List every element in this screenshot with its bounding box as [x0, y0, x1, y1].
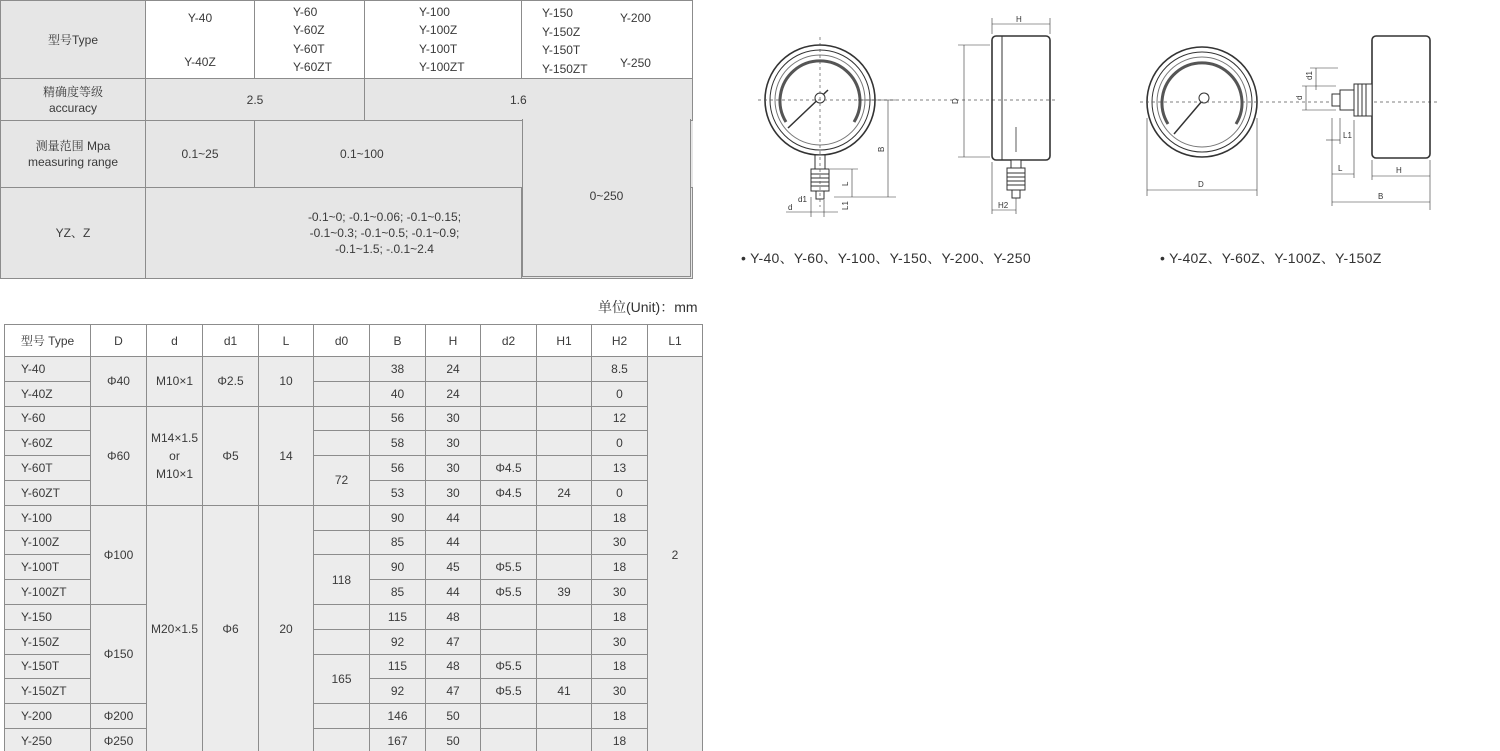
gauge-side-case: [992, 36, 1050, 160]
cell-d0-empty: [314, 629, 370, 654]
cell-D: Φ40: [91, 357, 147, 407]
cell-H: 44: [426, 580, 481, 605]
cell-H2: 18: [592, 704, 648, 729]
cell-H1: [537, 728, 592, 751]
spec-accuracy-label-en: accuracy: [48, 100, 98, 115]
spec-type-y40: Y-40: [187, 11, 213, 25]
table-row: [5, 604, 703, 629]
spec-range-label: [1, 121, 146, 188]
radial-gauge-drawing: [758, 12, 1070, 222]
label-L: L: [841, 181, 850, 186]
cell-B: 92: [370, 679, 426, 704]
cell-B: 92: [370, 629, 426, 654]
spec-type-col45: [522, 1, 693, 79]
cell-H2: 30: [592, 679, 648, 704]
cell-d2: [481, 406, 537, 431]
label-d1: d1: [798, 195, 807, 204]
cell-d: M10×1: [147, 357, 203, 407]
cell-d-line: M10×1: [155, 466, 194, 481]
cell-H: 44: [426, 505, 481, 530]
cell-d0-empty: [314, 604, 370, 629]
cell-H2: 18: [592, 728, 648, 751]
cell-d-line: M14×1.5: [150, 430, 199, 445]
axial-label-H: H: [1396, 166, 1402, 175]
spec-range-v3-merged: [522, 119, 691, 277]
spec-range-label-en: measuring range: [27, 155, 119, 169]
cell-B: 40: [370, 381, 426, 406]
header-H: H: [426, 325, 481, 357]
spec-type-item: Y-60ZT: [293, 60, 332, 74]
axial-label-d: d: [1295, 95, 1304, 100]
cell-d2: Φ5.5: [481, 580, 537, 605]
table-row: [5, 357, 703, 382]
cell-type: Y-60T: [5, 456, 91, 481]
header-d2: d2: [481, 325, 537, 357]
cell-d-line: or: [169, 448, 180, 463]
cell-d1: Φ5: [203, 406, 259, 505]
cell-type: Y-150Z: [5, 629, 91, 654]
radial-gauge-caption: • Y-40、Y-60、Y-100、Y-150、Y-200、Y-250: [741, 250, 1031, 266]
dimension-table: [4, 324, 703, 751]
cell-d1: Φ2.5: [203, 357, 259, 407]
cell-d2: [481, 530, 537, 555]
cell-d0: 118: [314, 555, 370, 605]
spec-accuracy-v1: 2.5: [146, 79, 365, 121]
cell-d2: Φ4.5: [481, 456, 537, 481]
cell-d2: [481, 704, 537, 729]
cell-H2: 18: [592, 555, 648, 580]
cell-d0-empty: [314, 381, 370, 406]
spec-yz-ranges: [146, 188, 522, 279]
cell-d2: [481, 728, 537, 751]
spec-type-col3: [365, 1, 522, 79]
cell-H1: 41: [537, 679, 592, 704]
cell-d2: [481, 629, 537, 654]
spec-yz-line: -0.1~1.5; -.0.1~2.4: [335, 242, 434, 256]
spec-type-item: Y-150ZT: [542, 61, 588, 76]
spec-type-item: Y-100T: [419, 41, 458, 56]
cell-H2: 18: [592, 654, 648, 679]
cell-H1: 39: [537, 580, 592, 605]
cell-H: 47: [426, 679, 481, 704]
cell-B: 53: [370, 480, 426, 505]
spec-type-label: 型号Type: [1, 1, 146, 79]
cell-H1: [537, 381, 592, 406]
cell-H2: 8.5: [592, 357, 648, 382]
cell-H: 30: [426, 480, 481, 505]
cell-type: Y-150: [5, 604, 91, 629]
cell-H2: 0: [592, 480, 648, 505]
axial-label-D: D: [1198, 180, 1204, 189]
spec-type-item: Y-150T: [542, 43, 581, 57]
cell-d2: Φ4.5: [481, 480, 537, 505]
cell-type: Y-250: [5, 728, 91, 751]
axial-label-L1: L1: [1343, 131, 1352, 140]
cell-L: 20: [259, 505, 314, 751]
spec-range-v3-text: 0~250: [589, 189, 624, 203]
cell-H: 30: [426, 406, 481, 431]
header-H1: H1: [537, 325, 592, 357]
axial-gauge-drawing: [1140, 28, 1440, 213]
dimension-table-body: [5, 357, 703, 751]
header-L: L: [259, 325, 314, 357]
header-H2: H2: [592, 325, 648, 357]
spec-type-item: Y-100ZT: [419, 60, 465, 74]
cell-type: Y-150T: [5, 654, 91, 679]
cell-d0-empty: [314, 530, 370, 555]
cell-H: 24: [426, 381, 481, 406]
cell-type: Y-200: [5, 704, 91, 729]
cell-H2: 30: [592, 580, 648, 605]
cell-H1: [537, 357, 592, 382]
cell-B: 56: [370, 456, 426, 481]
cell-H: 50: [426, 704, 481, 729]
label-D: D: [951, 98, 960, 104]
cell-H: 48: [426, 654, 481, 679]
spec-type-item: Y-60Z: [293, 23, 325, 37]
cell-type: Y-60Z: [5, 431, 91, 456]
spec-range-v1: 0.1~25: [146, 121, 255, 188]
table-row: [5, 505, 703, 530]
cell-H: 45: [426, 555, 481, 580]
unit-label: 单位(Unit)：mm: [598, 299, 698, 315]
cell-H1: [537, 654, 592, 679]
cell-d1: Φ6: [203, 505, 259, 751]
spec-yz-label: YZ、Z: [1, 188, 146, 279]
cell-B: 85: [370, 580, 426, 605]
cell-d0-empty: [314, 704, 370, 729]
cell-type: Y-40Z: [5, 381, 91, 406]
label-B: B: [877, 146, 886, 152]
cell-type: Y-100T: [5, 555, 91, 580]
cell-d0-empty: [314, 505, 370, 530]
spec-range-label-cn: 测量范围 Mpa: [35, 139, 111, 153]
spec-type-item: Y-60: [293, 4, 318, 19]
cell-d0-empty: [314, 728, 370, 751]
cell-d2: [481, 357, 537, 382]
cell-D: Φ200: [91, 704, 147, 729]
cell-H2: 30: [592, 530, 648, 555]
cell-H1: [537, 629, 592, 654]
cell-d2: Φ5.5: [481, 679, 537, 704]
cell-H: 50: [426, 728, 481, 751]
cell-type: Y-60: [5, 406, 91, 431]
table-row: [5, 728, 703, 751]
spec-type-y200: Y-200: [620, 11, 651, 25]
cell-B: 58: [370, 431, 426, 456]
cell-d0: 72: [314, 456, 370, 506]
cell-d0-empty: [314, 431, 370, 456]
spec-type-y40z: Y-40Z: [184, 55, 216, 69]
cell-d2: [481, 604, 537, 629]
cell-H2: 0: [592, 431, 648, 456]
axial-label-d1: d1: [1305, 71, 1314, 80]
spec-type-item: Y-60T: [293, 41, 325, 56]
cell-B: 85: [370, 530, 426, 555]
header-d: d: [147, 325, 203, 357]
spec-yz-line: -0.1~0; -0.1~0.06; -0.1~0.15;: [307, 210, 462, 224]
cell-B: 115: [370, 604, 426, 629]
cell-type: Y-100: [5, 505, 91, 530]
cell-d2: Φ5.5: [481, 654, 537, 679]
cell-H1: [537, 604, 592, 629]
cell-L: 10: [259, 357, 314, 407]
spec-range-v2: 0.1~100: [255, 121, 693, 188]
cell-H: 30: [426, 456, 481, 481]
spec-type-item: Y-100Z: [419, 23, 458, 37]
cell-H1: [537, 704, 592, 729]
label-H: H: [1016, 15, 1022, 24]
cell-B: 115: [370, 654, 426, 679]
spec-type-col1: [146, 1, 255, 79]
spec-yz-line: -0.1~0.3; -0.1~0.5; -0.1~0.9;: [309, 226, 460, 240]
cell-B: 90: [370, 505, 426, 530]
axial-gauge-caption: • Y-40Z、Y-60Z、Y-100Z、Y-150Z: [1160, 250, 1382, 266]
cell-H1: [537, 431, 592, 456]
axial-side-case: [1372, 36, 1430, 158]
cell-D: Φ150: [91, 604, 147, 703]
label-H2: H2: [998, 201, 1009, 210]
cell-H2: 18: [592, 604, 648, 629]
table-row: [5, 704, 703, 729]
cell-H1: 24: [537, 480, 592, 505]
cell-type: Y-40: [5, 357, 91, 382]
cell-type: Y-100Z: [5, 530, 91, 555]
cell-B: 167: [370, 728, 426, 751]
header-L1: L1: [648, 325, 703, 357]
cell-D: Φ100: [91, 505, 147, 604]
cell-H2: 18: [592, 505, 648, 530]
spec-type-item: Y-100: [419, 4, 450, 19]
cell-H2: 0: [592, 381, 648, 406]
cell-B: 146: [370, 704, 426, 729]
header-d1: d1: [203, 325, 259, 357]
cell-d0: 165: [314, 654, 370, 704]
cell-B: 38: [370, 357, 426, 382]
cell-H1: [537, 530, 592, 555]
cell-H2: 30: [592, 629, 648, 654]
cell-H1: [537, 555, 592, 580]
cell-B: 90: [370, 555, 426, 580]
cell-d2: Φ5.5: [481, 555, 537, 580]
axial-label-B: B: [1378, 192, 1384, 201]
cell-d2: [481, 381, 537, 406]
cell-H: 24: [426, 357, 481, 382]
cell-H1: [537, 505, 592, 530]
cell-H1: [537, 456, 592, 481]
spec-accuracy-label-cn: 精确度等级: [42, 84, 103, 99]
cell-d2: [481, 505, 537, 530]
spec-accuracy-v2: 1.6: [365, 79, 693, 121]
cell-d0-empty: [314, 406, 370, 431]
cell-L1: 2: [648, 357, 703, 751]
cell-d: M20×1.5: [147, 505, 203, 751]
label-d: d: [788, 203, 793, 212]
cell-d2: [481, 431, 537, 456]
cell-H1: [537, 406, 592, 431]
spec-type-col2: [255, 1, 365, 79]
cell-d: [147, 406, 203, 505]
cell-H2: 13: [592, 456, 648, 481]
cell-type: Y-60ZT: [5, 480, 91, 505]
header-type: 型号 Type: [5, 325, 91, 357]
spec-type-item: Y-150Z: [542, 24, 581, 39]
cell-H: 47: [426, 629, 481, 654]
cell-H: 44: [426, 530, 481, 555]
spec-accuracy-label: [1, 79, 146, 121]
header-D: D: [91, 325, 147, 357]
header-d0: d0: [314, 325, 370, 357]
spec-type-y250: Y-250: [620, 56, 651, 70]
spec-type-item: Y-150: [542, 6, 573, 20]
cell-H2: 12: [592, 406, 648, 431]
cell-D: Φ60: [91, 406, 147, 505]
cell-H: 30: [426, 431, 481, 456]
cell-type: Y-100ZT: [5, 580, 91, 605]
label-L1: L1: [841, 201, 850, 210]
table-row: [5, 406, 703, 431]
cell-d0-empty: [314, 357, 370, 382]
header-B: B: [370, 325, 426, 357]
cell-H: 48: [426, 604, 481, 629]
cell-type: Y-150ZT: [5, 679, 91, 704]
axial-label-L: L: [1338, 164, 1343, 173]
cell-L: 14: [259, 406, 314, 505]
cell-B: 56: [370, 406, 426, 431]
cell-D: Φ250: [91, 728, 147, 751]
